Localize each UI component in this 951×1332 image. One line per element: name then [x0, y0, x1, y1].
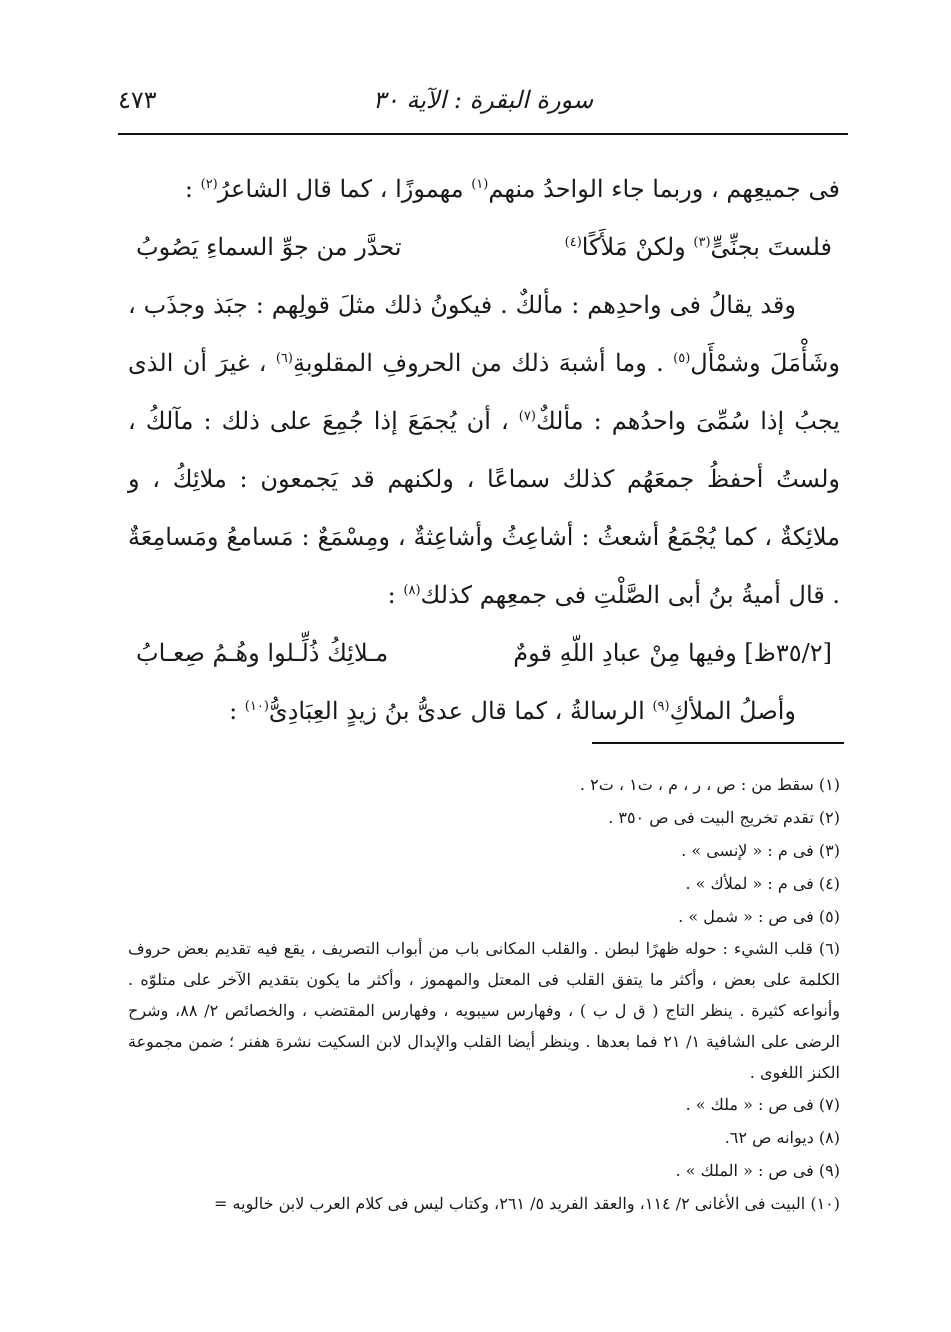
footnote-ref: (٧)	[518, 409, 536, 424]
running-title: سورة البقرة : الآية ٣٠	[372, 86, 594, 114]
footnote-ref: (٦)	[275, 351, 293, 366]
text-run: وفيها مِنْ عبادِ اللّهِ قومٌ	[513, 639, 745, 667]
footnote-9: (٩) فى ص : « الملك » .	[675, 1161, 840, 1180]
text-run: الرسالةُ ، كما قال عدىُّ بنُ زيدٍ العِبَادِىُّ	[268, 697, 653, 725]
page-header	[118, 82, 848, 128]
footnote-10: (١٠) البيت فى الأغانى ٢/ ١١٤، والعقد الفريد ٥/ ٢٦١، وكتاب ليس فى كلام العرب لابن خالويه =	[214, 1194, 840, 1213]
footnote-ref: (٩)	[652, 699, 670, 714]
footnote-ref: (١٠)	[244, 699, 269, 714]
manuscript-marker: [٣٥/٢ظ]	[744, 639, 832, 667]
verse-hemistich-second: تحدَّر من جوِّ السماءِ يَصُوبُ	[136, 233, 402, 261]
verse-hemistich-first	[513, 624, 832, 682]
text-run: ، أن يُجمَعَ إذا جُمِعَ على ذلك : مآلكُ ، ولستُ أحفظُ جمعَهُم كذلك سماعًا ، ولكنهم قد يَجمعون : ملائِكُ ، و ملائِكةٌ ، كما يُجْمَعُ أشعثُ : أشاعِثُ وأشاعِثةٌ ، ومِسْمَعٌ : مَسامعُ ومَسامِعَةٌ . قال أميةُ بنُ أبى الصَّلْتِ فى جمعِهم كذلك	[128, 407, 840, 609]
footnote-3: (٣) فى م : « لإنسى » .	[681, 841, 840, 860]
text-run: :	[387, 581, 404, 609]
verse-1	[128, 218, 840, 276]
paragraph-3	[128, 682, 840, 740]
verse-hemistich-second: مـلائِكُ ذُلِّـلوا وهُـمُ صِعـابُ	[136, 639, 389, 667]
footnote-ref: (٢)	[200, 177, 218, 192]
paragraph-1	[128, 160, 840, 218]
text-run: مهموزًا ، كما قال الشاعرُ	[217, 175, 472, 203]
footnote-2: (٢) تقدم تخريج البيت فى ص ٣٥٠ .	[608, 808, 840, 827]
paragraph-2	[128, 276, 840, 624]
page-number: ٤٧٣	[118, 86, 157, 114]
text-run: ، غيرَ أن الذى يجبُ إذا سُمِّىَ واحدُهم : مألكٌ	[128, 349, 840, 435]
text-run: فلستَ بجنِّىٍّ	[710, 233, 832, 261]
verse-2	[128, 624, 840, 682]
footnote-8: (٨) ديوانه ص ٦٢.	[724, 1128, 840, 1147]
text-run: وقد يقالُ فى واحدِهم : مألكٌ . فيكونُ ذلك مثلَ قولِهم : جبَذ وجذَب ، وشَأْمَلَ وشمْأَل	[128, 291, 840, 377]
footnote-7: (٧) فى ص : « ملك » .	[685, 1095, 840, 1114]
footnote-ref: (٤)	[564, 235, 582, 250]
footnote-4: (٤) فى م : « لملأك » .	[685, 874, 840, 893]
text-run: :	[229, 697, 245, 725]
footnote-1: (١) سقط من : ص ، ر ، م ، ت١ ، ت٢ .	[579, 775, 840, 794]
footnote-ref: (١)	[471, 177, 489, 192]
text-run: :	[184, 175, 201, 203]
footnotes	[128, 768, 840, 1220]
header-rule	[118, 133, 848, 135]
footnote-6: (٦) قلب الشيء : حوله ظهرًا لبطن . والقلب المكانى باب من أبواب التصريف ، يقع فيه تقديم بعض حروف الكلمة على بعض ، وأكثر ما يتفق القلب فى المعتل والمهموز ، وأكثر ما يكون بتقديم الآخر على متلوّه . وأنواعه كثيرة . ينظر التاج ( ق ل ب ) ، وفهارس سيبويه ، وفهارس المقتضب ، والخصائص ٢/ ٨٨، وشرح الرضى على الشافية ١/ ٢١ فما بعدها . وينظر أيضا القلب والإبدال لابن السكيت نشرة هفنر ؛ ضمن مجموعة الكنز اللغوى .	[128, 939, 841, 1082]
footnote-ref: (٥)	[673, 351, 691, 366]
verse-hemistich-first	[565, 218, 832, 276]
text-run: ولكنْ مَلأَكًا	[581, 233, 694, 261]
footnote-rule	[592, 742, 844, 744]
main-text	[128, 160, 840, 740]
text-run: وأصلُ الملأكِ	[669, 697, 796, 725]
footnote-ref: (٨)	[403, 583, 421, 598]
text-run: فى جميعِهم ، وربما جاء الواحدُ منهم	[488, 175, 840, 203]
footnote-ref: (٣)	[693, 235, 711, 250]
footnote-5: (٥) فى ص : « شمل » .	[678, 907, 840, 926]
text-run: . وما أشبهَ ذلك من الحروفِ المقلوبةِ	[292, 349, 674, 377]
